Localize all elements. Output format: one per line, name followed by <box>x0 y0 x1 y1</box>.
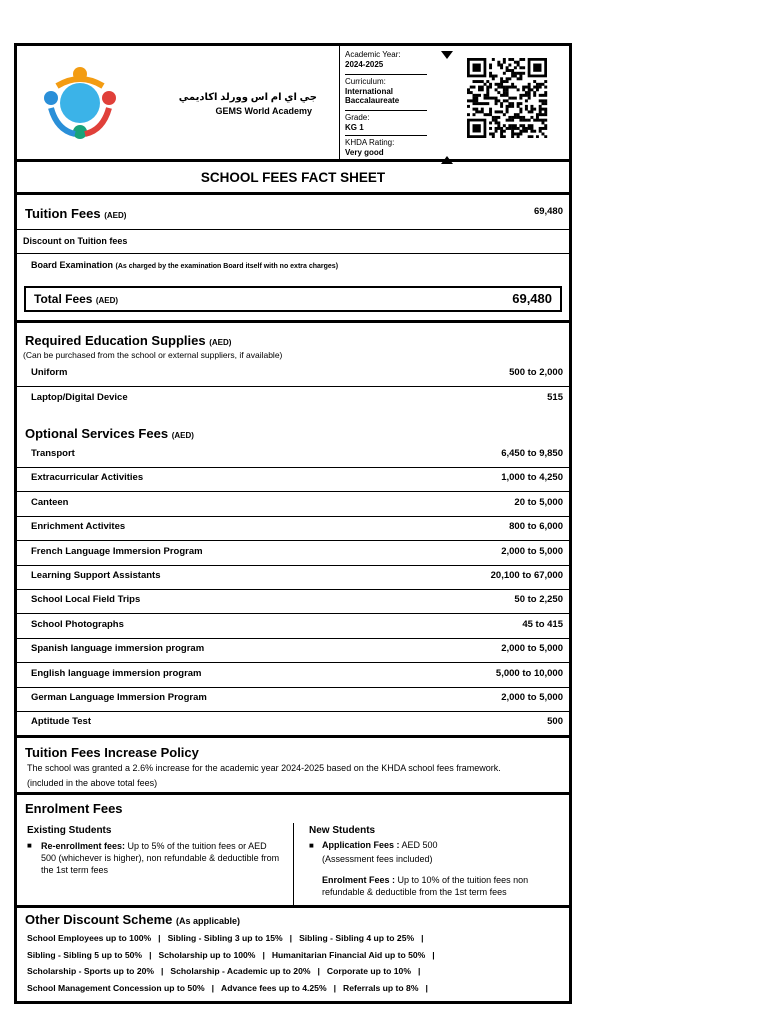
policy-note: (included in the above total fees) <box>27 778 158 788</box>
notch-bottom-icon <box>441 151 453 159</box>
enrolment-divider <box>293 823 294 905</box>
bullet-icon: ■ <box>27 841 32 850</box>
policy-text: The school was granted a 2.6% increase for the academic year 2024-2025 based on the KHDA school fees framework. <box>27 763 501 773</box>
header-divider <box>339 46 340 159</box>
school-name-arabic: جي اي ام اس وورلد اكاديمي <box>178 92 317 103</box>
optional-service-row: School Local Field Trips 50 to 2,250 <box>17 589 569 614</box>
separator: | <box>432 949 435 960</box>
optional-service-row: Enrichment Activites 800 to 6,000 <box>17 516 569 541</box>
discount-line: Sibling - Sibling 5 up to 50% | Scholarship up to 100% | Humanitarian Financial Aid up to 50% | <box>27 949 435 960</box>
notch-top-icon <box>441 46 453 54</box>
info-curriculum: Curriculum: International Baccalaureate <box>345 75 427 111</box>
optional-service-row: Spanish language immersion program 2,000 to 5,000 <box>17 638 569 663</box>
total-fees-value: 69,480 <box>512 291 552 306</box>
discount-line: School Management Concession up to 50% | Advance fees up to 4.25% | Referrals up to 8% | <box>27 982 428 993</box>
application-fees-note: (Assessment fees included) <box>322 854 433 864</box>
school-info <box>345 50 427 160</box>
separator: | <box>417 966 421 976</box>
info-grade: Grade: KG 1 <box>345 111 427 136</box>
separator: | <box>333 982 337 993</box>
separator: | <box>317 966 320 976</box>
optional-service-row: French Language Immersion Program 2,000 to 5,000 <box>17 541 569 566</box>
supply-row: Uniform 500 to 2,000 <box>17 362 569 387</box>
page-title: SCHOOL FEES FACT SHEET <box>200 170 386 185</box>
gems-logo-icon <box>37 64 123 142</box>
optional-service-row: English language immersion program 5,000 to 10,000 <box>17 663 569 688</box>
separator: | <box>421 933 424 943</box>
enrolment-fees-text: Enrolment Fees : Up to 10% of the tuition fees non refundable & deductible from the 1st term fees <box>322 875 529 897</box>
discount-title: Other Discount Scheme (As applicable) <box>25 912 241 927</box>
reenrollment-text: Re-enrollment fees: Up to 5% of the tuition fees or AED 500 (whichever is higher), non refundable & deductible from the 1st term fees <box>41 841 280 875</box>
qr-code-icon <box>465 58 549 138</box>
discount-line: School Employees up to 100% | Sibling - Sibling 3 up to 15% | Sibling - Sibling 4 up to 25% | <box>27 933 424 943</box>
separator: | <box>425 982 428 993</box>
info-academic-year: Academic Year: 2024-2025 <box>345 50 427 75</box>
policy-title: Tuition Fees Increase Policy <box>25 745 199 760</box>
separator: | <box>262 949 265 960</box>
fees-sheet <box>14 43 572 1004</box>
optional-service-row: School Photographs 45 to 415 <box>17 614 569 639</box>
separator: | <box>211 982 215 993</box>
supplies-note: (Can be purchased from the school or external suppliers, if available) <box>23 350 283 360</box>
discount-line: Scholarship - Sports up to 20% | Scholarship - Academic up to 20% | Corporate up to 10% | <box>27 966 421 976</box>
separator: | <box>161 966 164 976</box>
separator: | <box>158 933 161 943</box>
existing-students-title: Existing Students <box>27 825 112 836</box>
optional-service-row: Transport 6,450 to 9,850 <box>17 443 569 468</box>
optional-service-row: Learning Support Assistants 20,100 to 67,000 <box>17 565 569 590</box>
separator: | <box>149 949 152 960</box>
enrolment-title: Enrolment Fees <box>25 801 123 816</box>
optional-service-row: German Language Immersion Program 2,000 to 5,000 <box>17 687 569 712</box>
supply-row: Laptop/Digital Device 515 <box>31 392 563 403</box>
supplies-title: Required Education Supplies (AED) <box>25 333 232 348</box>
optional-service-row: Aptitude Test 500 <box>31 716 563 728</box>
board-exam-label: Board Examination (As charged by the examination Board itself with no extra charges) <box>31 260 339 270</box>
separator: | <box>289 933 293 943</box>
discount-label: Discount on Tuition fees <box>23 236 128 246</box>
tuition-value: 69,480 <box>533 206 563 217</box>
optional-service-row: Canteen 20 to 5,000 <box>17 492 569 517</box>
info-khda-rating: KHDA Rating: Very good <box>345 138 395 157</box>
application-fees: Application Fees : AED 500 <box>322 840 438 850</box>
bullet-icon: ■ <box>309 841 314 850</box>
total-fees-box: Total Fees (AED) 69,480 <box>24 286 562 312</box>
optional-title: Optional Services Fees (AED) <box>25 426 194 441</box>
tuition-title: Tuition Fees (AED) <box>25 206 127 221</box>
optional-service-row: Extracurricular Activities 1,000 to 4,250 <box>17 467 569 492</box>
school-name: GEMS World Academy <box>215 106 312 116</box>
new-students-title: New Students <box>309 825 376 836</box>
